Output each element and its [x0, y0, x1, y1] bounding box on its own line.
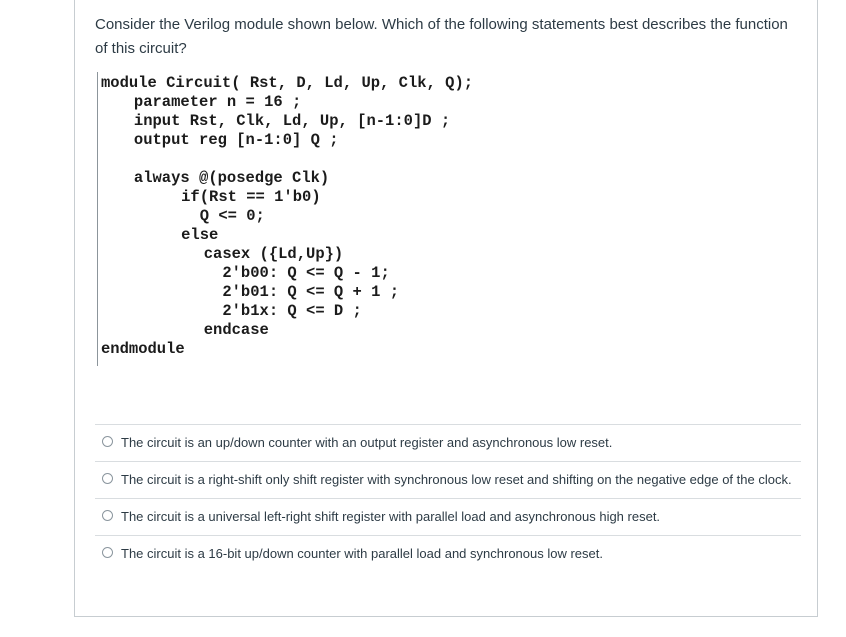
code-line-module: module Circuit( Rst, D, Ld, Up, Clk, Q); [101, 74, 474, 92]
answer-label: The circuit is a 16-bit up/down counter with parallel load and synchronous low reset. [121, 546, 603, 561]
code-line-input: input Rst, Clk, Ld, Up, [n-1:0]D ; [106, 112, 451, 130]
answer-label: The circuit is an up/down counter with an output register and asynchronous low reset. [121, 435, 613, 450]
radio-button[interactable] [102, 436, 113, 447]
answer-option-2[interactable] [95, 461, 801, 498]
answer-option-1[interactable] [95, 424, 801, 461]
answer-label: The circuit is a universal left-right shift register with parallel load and asynchronous high reset. [121, 509, 661, 524]
answer-option-3[interactable] [95, 498, 801, 535]
code-line-endcase: endcase [120, 321, 269, 339]
answer-option-4[interactable] [95, 535, 801, 572]
code-line-output: output reg [n-1:0] Q ; [106, 131, 339, 149]
question-card [74, 0, 818, 617]
code-line-reset-assign: Q <= 0; [116, 207, 265, 225]
answer-label: The circuit is a right-shift only shift register with synchronous low reset and shifting on the negative edge of the clock. [121, 472, 792, 487]
code-block [97, 72, 568, 366]
code-line-endmodule: endmodule [101, 340, 185, 358]
radio-button[interactable] [102, 510, 113, 521]
code-line-if: if(Rst == 1'b0) [116, 188, 321, 206]
code-line-parameter: parameter n = 16 ; [106, 93, 302, 111]
code-line-casex: casex ({Ld,Up}) [120, 245, 344, 263]
code-line-case-1x: 2'b1x: Q <= D ; [120, 302, 362, 320]
code-line-else: else [116, 226, 219, 244]
code-line-always: always @(posedge Clk) [106, 169, 330, 187]
code-line-case-01: 2'b01: Q <= Q + 1 ; [120, 283, 400, 301]
question-text: Consider the Verilog module shown below. Which of the following statements best describes the function of this circuit? [95, 16, 788, 57]
code-line-case-00: 2'b00: Q <= Q - 1; [120, 264, 390, 282]
radio-button[interactable] [102, 473, 113, 484]
answer-list [95, 424, 801, 572]
radio-button[interactable] [102, 547, 113, 558]
